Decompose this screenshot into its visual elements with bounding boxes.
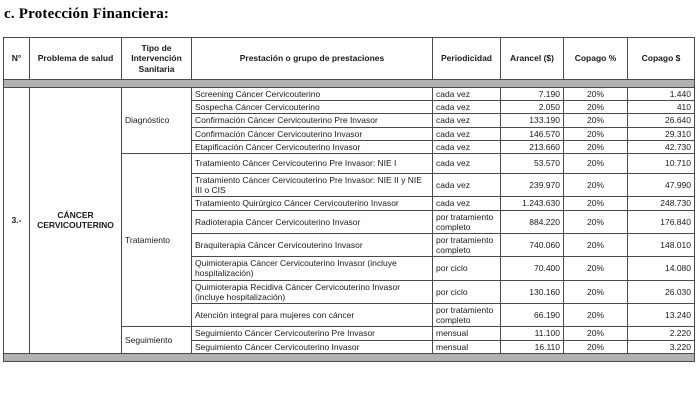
periodicidad-cell: mensual — [433, 327, 501, 340]
periodicidad-cell: cada vez — [433, 197, 501, 210]
copago-monto-cell: 29.310 — [628, 127, 695, 140]
prestacion-cell: Confirmación Cáncer Cervicouterino Pre Invasor — [192, 114, 433, 127]
document-title: c. Protección Financiera: — [4, 6, 170, 22]
periodicidad-cell: cada vez — [433, 88, 501, 101]
intervention-type-seguimiento: Seguimiento — [122, 327, 192, 353]
prestacion-cell: Confirmación Cáncer Cervicouterino Invasor — [192, 127, 433, 140]
row-number-cell: 3.- — [4, 88, 30, 354]
copago-monto-cell: 410 — [628, 101, 695, 114]
periodicidad-cell: cada vez — [433, 173, 501, 196]
copago-pct-cell: 20% — [564, 280, 628, 303]
prestacion-cell: Screening Cáncer Cervicouterino — [192, 88, 433, 101]
col-header-problema: Problema de salud — [30, 38, 122, 80]
prestacion-cell: Etapificación Cáncer Cervicouterino Invasor — [192, 140, 433, 153]
prestacion-cell: Quimioterapia Recidiva Cáncer Cervicouterino Invasor (incluye hospitalización) — [192, 280, 433, 303]
arancel-cell: 7.190 — [501, 88, 564, 101]
health-problem-cell: CÁNCER CERVICOUTERINO — [30, 88, 122, 354]
col-header-copago-pct: Copago % — [564, 38, 628, 80]
periodicidad-cell: por ciclo — [433, 257, 501, 280]
arancel-cell: 2.050 — [501, 101, 564, 114]
periodicidad-cell: por tratamiento completo — [433, 304, 501, 327]
arancel-cell: 70.400 — [501, 257, 564, 280]
copago-pct-cell: 20% — [564, 140, 628, 153]
copago-monto-cell: 42.730 — [628, 140, 695, 153]
arancel-cell: 884.220 — [501, 210, 564, 233]
copago-monto-cell: 1.440 — [628, 88, 695, 101]
arancel-cell: 130.160 — [501, 280, 564, 303]
arancel-cell: 53.570 — [501, 153, 564, 173]
periodicidad-cell: cada vez — [433, 101, 501, 114]
periodicidad-cell: mensual — [433, 340, 501, 353]
copago-monto-cell: 248.730 — [628, 197, 695, 210]
periodicidad-cell: por ciclo — [433, 280, 501, 303]
col-header-periodicidad: Periodicidad — [433, 38, 501, 80]
intervention-type-diagnostico: Diagnóstico — [122, 88, 192, 154]
prestacion-cell: Seguimiento Cáncer Cervicouterino Invasor — [192, 340, 433, 353]
copago-monto-cell: 176.840 — [628, 210, 695, 233]
copago-monto-cell: 3.220 — [628, 340, 695, 353]
arancel-cell: 133.190 — [501, 114, 564, 127]
copago-pct-cell: 20% — [564, 114, 628, 127]
arancel-cell: 66.190 — [501, 304, 564, 327]
prestacion-cell: Tratamiento Cáncer Cervicouterino Pre Invasor: NIE I — [192, 153, 433, 173]
col-header-prestacion: Prestación o grupo de prestaciones — [192, 38, 433, 80]
copago-monto-cell: 47.990 — [628, 173, 695, 196]
copago-pct-cell: 20% — [564, 257, 628, 280]
periodicidad-cell: cada vez — [433, 140, 501, 153]
copago-pct-cell: 20% — [564, 127, 628, 140]
table-row — [4, 88, 695, 101]
arancel-cell: 11.100 — [501, 327, 564, 340]
copago-pct-cell: 20% — [564, 340, 628, 353]
arancel-cell: 146.570 — [501, 127, 564, 140]
col-header-tipo: Tipo de Intervención Sanitaria — [122, 38, 192, 80]
copago-pct-cell: 20% — [564, 233, 628, 256]
separator-row-bottom — [4, 353, 695, 361]
copago-pct-cell: 20% — [564, 304, 628, 327]
copago-pct-cell: 20% — [564, 88, 628, 101]
prestacion-cell: Seguimiento Cáncer Cervicouterino Pre Invasor — [192, 327, 433, 340]
prestacion-cell: Quimioterapia Cáncer Cervicouterino Invasor (incluye hospitalización) — [192, 257, 433, 280]
copago-pct-cell: 20% — [564, 153, 628, 173]
col-header-num: N° — [4, 38, 30, 80]
header-row — [4, 38, 695, 80]
periodicidad-cell: por tratamiento completo — [433, 210, 501, 233]
prestacion-cell: Braquiterapia Cáncer Cervicouterino Invasor — [192, 233, 433, 256]
arancel-cell: 16.110 — [501, 340, 564, 353]
copago-monto-cell: 148.010 — [628, 233, 695, 256]
copago-monto-cell: 13.240 — [628, 304, 695, 327]
prestacion-cell: Sospecha Cáncer Cervicouterino — [192, 101, 433, 114]
periodicidad-cell: por tratamiento completo — [433, 233, 501, 256]
periodicidad-cell: cada vez — [433, 114, 501, 127]
copago-monto-cell: 26.030 — [628, 280, 695, 303]
copago-pct-cell: 20% — [564, 101, 628, 114]
intervention-type-tratamiento: Tratamiento — [122, 153, 192, 326]
prestacion-cell: Atención integral para mujeres con cáncer — [192, 304, 433, 327]
prestacion-cell: Tratamiento Cáncer Cervicouterino Pre Invasor: NIE II y NIE III o CIS — [192, 173, 433, 196]
copago-pct-cell: 20% — [564, 210, 628, 233]
copago-monto-cell: 14.080 — [628, 257, 695, 280]
separator-row-top — [4, 80, 695, 88]
copago-monto-cell: 2.220 — [628, 327, 695, 340]
copago-pct-cell: 20% — [564, 327, 628, 340]
arancel-cell: 740.060 — [501, 233, 564, 256]
periodicidad-cell: cada vez — [433, 127, 501, 140]
periodicidad-cell: cada vez — [433, 153, 501, 173]
copago-pct-cell: 20% — [564, 173, 628, 196]
col-header-arancel: Arancel ($) — [501, 38, 564, 80]
arancel-cell: 1.243.630 — [501, 197, 564, 210]
col-header-copago-monto: Copago $ — [628, 38, 695, 80]
arancel-cell: 239.970 — [501, 173, 564, 196]
prestacion-cell: Tratamiento Quirúrgico Cáncer Cervicouterino Invasor — [192, 197, 433, 210]
copago-monto-cell: 26.640 — [628, 114, 695, 127]
copago-pct-cell: 20% — [564, 197, 628, 210]
copago-monto-cell: 10.710 — [628, 153, 695, 173]
prestacion-cell: Radioterapia Cáncer Cervicouterino Invasor — [192, 210, 433, 233]
financial-protection-table — [3, 37, 695, 362]
arancel-cell: 213.660 — [501, 140, 564, 153]
